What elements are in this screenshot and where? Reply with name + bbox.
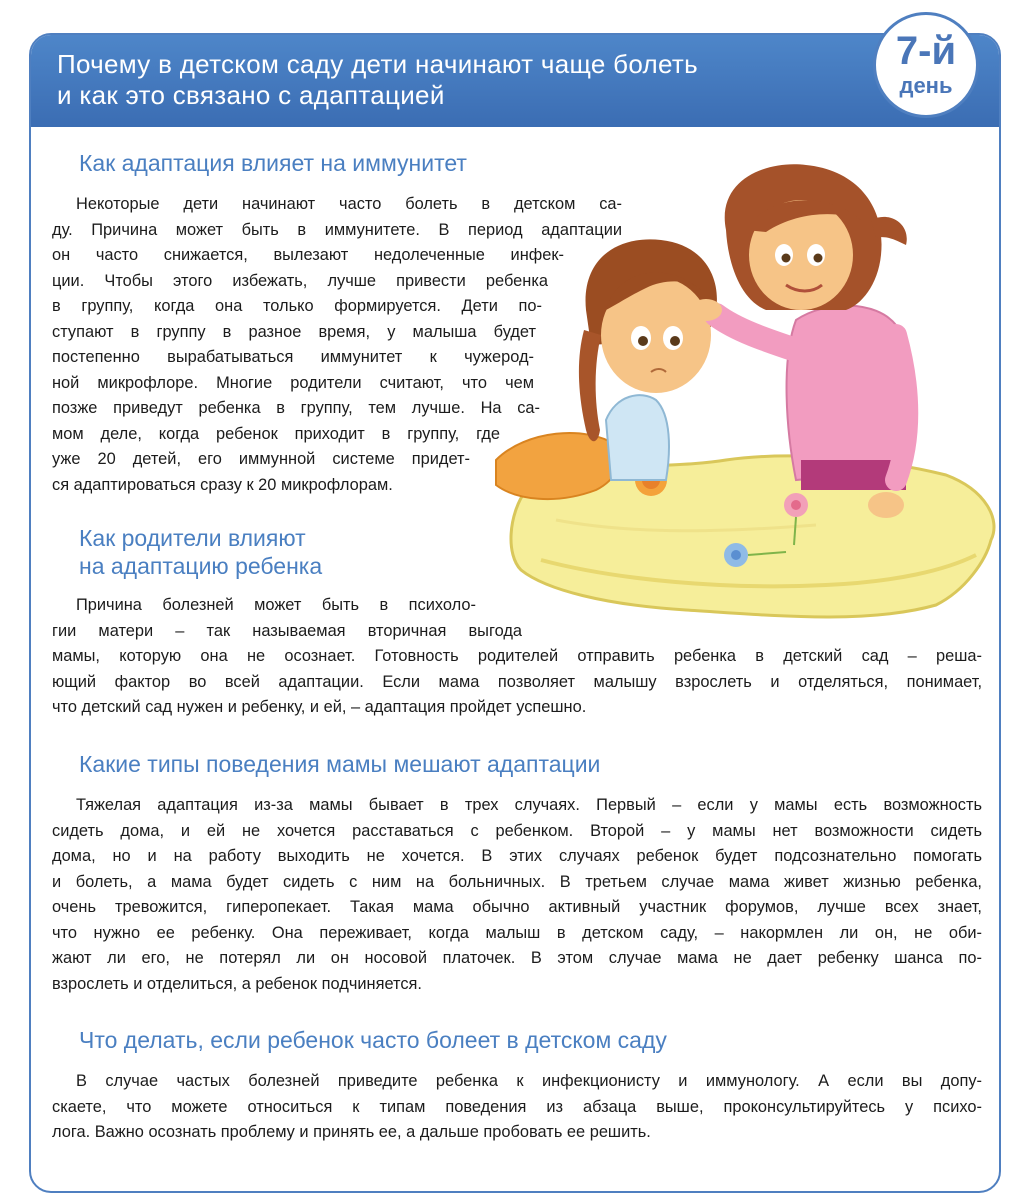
s2-line: Причина болезней может быть в психоло- [76, 596, 476, 614]
s2-line: что детский сад нужен и ребенку, и ей, – адаптация пройдет успешно. [52, 698, 587, 716]
s4-line: лога. Важно осознать проблему и принять ее, а дальше пробовать ее решить. [52, 1123, 651, 1141]
s3-line: дома, но и на работу выходить не хочется. В этих случаях ребенок будет подсознательно помогать [52, 847, 982, 865]
header-banner [31, 35, 999, 127]
section-4-paragraph [52, 1069, 982, 1146]
s4-line: скаете, что можете относиться к типам поведения из абзаца выше, проконсультируйтесь у психо- [52, 1097, 982, 1116]
s1-line: постепенно вырабатываться иммунитет к чужерод- [52, 348, 534, 366]
day-number: 7-й [895, 29, 957, 73]
s3-line: взрослеть и отделиться, а ребенок подчиняется. [52, 974, 422, 993]
s1-line: мом деле, когда ребенок приходит в группу, где [52, 424, 500, 443]
s1-line: в группу, когда она только формируется. Дети по- [52, 297, 542, 315]
s3-line: и болеть, а мама будет сидеть с ним на больничных. В третьем случае мама живет жизнью ребенка, [52, 872, 982, 891]
section-2-heading [79, 524, 322, 580]
section-2-heading-line-2: на адаптацию ребенка [79, 553, 323, 579]
s1-line: ступают в группу в разное время, у малыша будет [52, 322, 536, 341]
s2-line: мамы, которую она не осознает. Готовность родителей отправить ребенка в детский сад – реша- [52, 647, 982, 665]
s4-line: В случае частых болезней приведите ребенка к инфекционисту и иммунологу. А если вы допу- [76, 1072, 982, 1090]
section-4-heading: Что делать, если ребенок часто болеет в детском саду [79, 1027, 667, 1053]
s1-line: позже приведут ребенка в группу, тем лучше. На са- [52, 399, 540, 417]
section-3-paragraph [52, 793, 982, 997]
title-line-1: Почему в детском саду дети начинают чаще болеть [57, 49, 698, 79]
s1-line: он часто снижается, вылезают недолеченные инфек- [52, 246, 564, 264]
section-3-heading: Какие типы поведения мамы мешают адаптации [79, 751, 601, 777]
page-title [57, 49, 857, 111]
s3-line: что нужно ее ребенку. Она переживает, когда малыш в детском саду, – накормлен ли он, не оби- [52, 923, 982, 942]
s3-line: сидеть дома, и ей не хочется расставаться с ребенком. Второй – у мамы нет возможности сидеть [52, 821, 982, 840]
s1-line: ду. Причина может быть в иммунитете. В период адаптации [52, 220, 622, 239]
s3-line: очень тревожится, гиперопекает. Такая мама обычно активный участник форумов, лучше всех знает, [52, 898, 982, 916]
s1-line: уже 20 детей, его иммунной системе придет- [52, 450, 470, 468]
s2-line: ющий фактор во всей адаптации. Если мама позволяет малышу взрослеть и отделяться, понимает, [52, 672, 982, 691]
section-2-paragraph [52, 593, 982, 721]
s2-line: гии матери – так называемая вторичная выгода [52, 621, 522, 640]
s1-line: ся адаптироваться сразу к 20 микрофлорам. [52, 475, 393, 494]
section-1-heading: Как адаптация влияет на иммунитет [79, 150, 467, 176]
day-word: день [899, 73, 953, 98]
s3-line: жают ли его, не потерял ли он носовой платочек. В этом случае мама не дает ребенку шанса по- [52, 949, 982, 967]
s3-line: Тяжелая адаптация из-за мамы бывает в трех случаях. Первый – если у мамы есть возможность [76, 796, 982, 814]
title-line-2: и как это связано с адаптацией [57, 80, 445, 110]
section-1-paragraph [52, 192, 622, 498]
section-2-heading-line-1: Как родители влияют [79, 525, 306, 551]
s1-line: ции. Чтобы этого избежать, лучше привести ребенка [52, 271, 548, 290]
s1-line: Некоторые дети начинают часто болеть в детском са- [76, 195, 622, 213]
day-badge [873, 12, 979, 118]
s1-line: ной микрофлоре. Многие родители считают, что чем [52, 373, 534, 392]
